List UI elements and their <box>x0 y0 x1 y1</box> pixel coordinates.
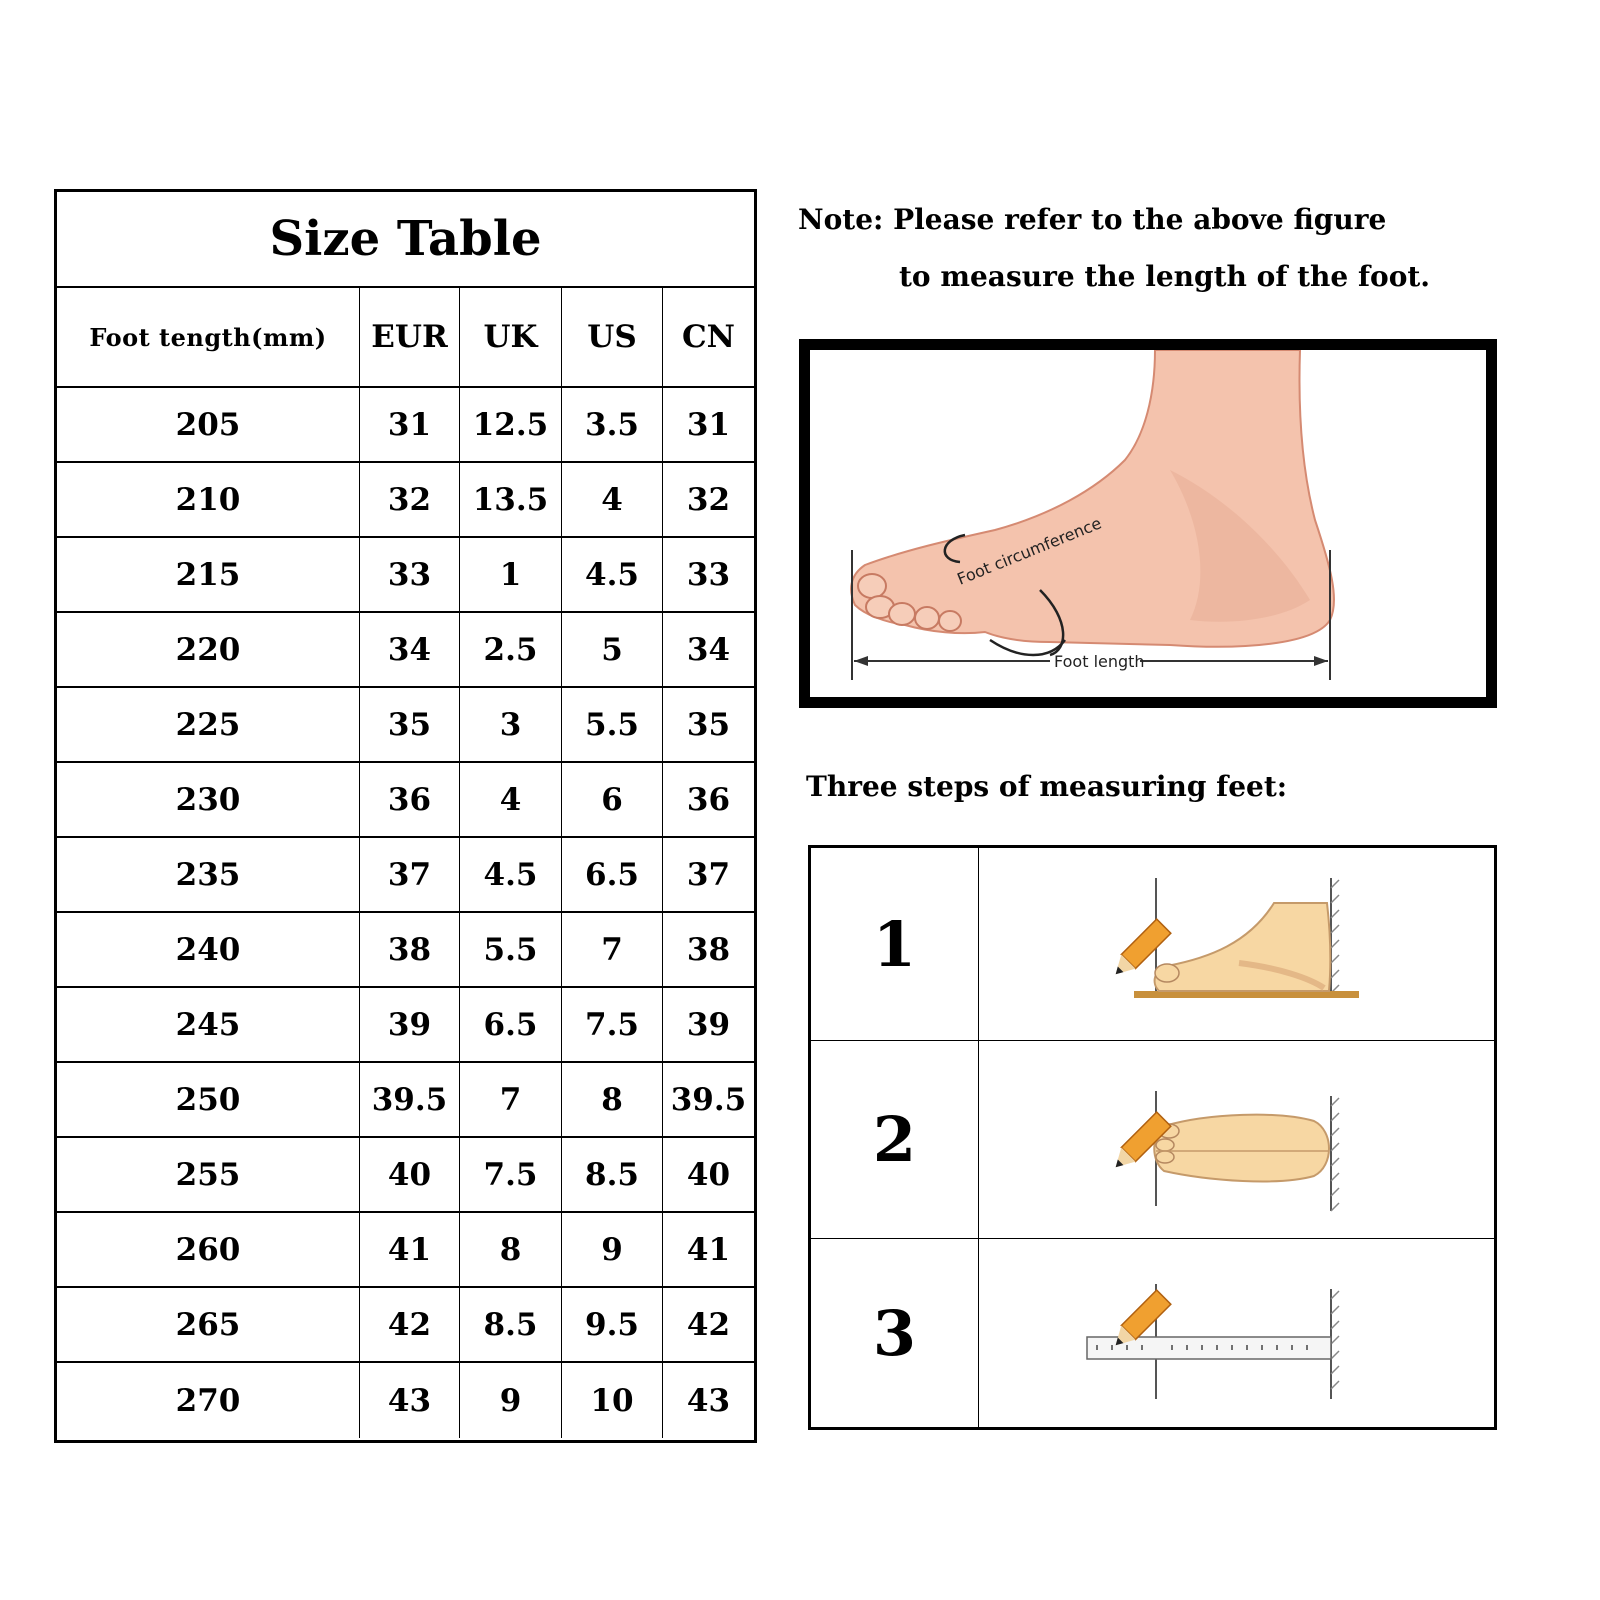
foot-measurement-figure <box>799 339 1497 708</box>
foot-circumference-label: Foot circumference <box>954 513 1105 589</box>
step-row-1 <box>811 848 1494 1041</box>
cell-foot-length: 255 <box>57 1138 360 1211</box>
cell-uk: 9 <box>460 1363 562 1438</box>
cell-cn: 32 <box>686 481 731 518</box>
cell-us: 6 <box>562 763 663 836</box>
foot-side-illustration <box>810 350 1486 697</box>
cell-us: 7 <box>562 913 663 986</box>
cell-us: 9.5 <box>562 1288 663 1361</box>
cell-cn: 31 <box>686 406 731 443</box>
cell-foot-length: 215 <box>57 538 360 611</box>
cell-cn: 38 <box>686 931 731 968</box>
table-row <box>57 1138 754 1213</box>
steps-heading: Three steps of measuring feet: <box>806 770 1288 803</box>
header-cn: CN <box>681 319 735 355</box>
cell-uk: 6.5 <box>460 988 562 1061</box>
foot-side-view-pencil-icon <box>979 848 1494 1040</box>
cell-eur: 42 <box>360 1288 460 1361</box>
cell-uk: 4.5 <box>460 838 562 911</box>
header-eur: EUR <box>360 288 460 386</box>
table-row <box>57 463 754 538</box>
cell-cn: 36 <box>686 781 731 818</box>
cell-cn: 39.5 <box>670 1081 747 1118</box>
table-header-row <box>57 288 754 388</box>
cell-foot-length: 225 <box>57 688 360 761</box>
steps-box <box>808 845 1497 1430</box>
cell-cn: 37 <box>686 856 731 893</box>
cell-uk: 1 <box>460 538 562 611</box>
cell-eur: 35 <box>360 688 460 761</box>
cell-eur: 36 <box>360 763 460 836</box>
cell-us: 8.5 <box>562 1138 663 1211</box>
cell-uk: 2.5 <box>460 613 562 686</box>
cell-eur: 41 <box>360 1213 460 1286</box>
cell-eur: 37 <box>360 838 460 911</box>
cell-eur: 31 <box>360 388 460 461</box>
table-grid <box>57 288 754 1440</box>
table-row <box>57 913 754 988</box>
cell-us: 5.5 <box>562 688 663 761</box>
cell-uk: 7.5 <box>460 1138 562 1211</box>
cell-foot-length: 235 <box>57 838 360 911</box>
cell-eur: 39.5 <box>360 1063 460 1136</box>
cell-uk: 8 <box>460 1213 562 1286</box>
cell-us: 6.5 <box>562 838 663 911</box>
cell-cn: 43 <box>686 1382 731 1419</box>
note-line-2: to measure the length of the foot. <box>899 260 1431 293</box>
cell-uk: 12.5 <box>460 388 562 461</box>
table-row <box>57 838 754 913</box>
header-foot-length: Foot tength(mm) <box>57 288 360 386</box>
cell-eur: 38 <box>360 913 460 986</box>
table-row <box>57 688 754 763</box>
cell-cn: 33 <box>686 556 731 593</box>
cell-cn: 35 <box>686 706 731 743</box>
cell-us: 4.5 <box>562 538 663 611</box>
cell-foot-length: 260 <box>57 1213 360 1286</box>
cell-eur: 33 <box>360 538 460 611</box>
cell-eur: 39 <box>360 988 460 1061</box>
table-row <box>57 1288 754 1363</box>
cell-cn: 34 <box>686 631 731 668</box>
cell-foot-length: 245 <box>57 988 360 1061</box>
table-row <box>57 1213 754 1288</box>
cell-us: 5 <box>562 613 663 686</box>
cell-foot-length: 270 <box>57 1363 360 1438</box>
step-number-2: 2 <box>811 1041 979 1238</box>
cell-us: 4 <box>562 463 663 536</box>
table-row <box>57 613 754 688</box>
cell-uk: 5.5 <box>460 913 562 986</box>
cell-cn: 42 <box>686 1306 731 1343</box>
note-line-1: Note: Please refer to the above figure <box>798 203 1387 236</box>
cell-uk: 8.5 <box>460 1288 562 1361</box>
cell-eur: 32 <box>360 463 460 536</box>
cell-eur: 40 <box>360 1138 460 1211</box>
step-number-3: 3 <box>811 1239 979 1427</box>
foot-length-label: Foot length <box>1054 652 1145 671</box>
table-row <box>57 1363 754 1438</box>
cell-us: 7.5 <box>562 988 663 1061</box>
cell-uk: 4 <box>460 763 562 836</box>
table-row <box>57 763 754 838</box>
cell-uk: 3 <box>460 688 562 761</box>
foot-top-view-pencil-icon <box>979 1041 1494 1238</box>
table-row <box>57 1063 754 1138</box>
cell-cn: 41 <box>686 1231 731 1268</box>
cell-us: 8 <box>562 1063 663 1136</box>
cell-foot-length: 265 <box>57 1288 360 1361</box>
cell-foot-length: 210 <box>57 463 360 536</box>
cell-foot-length: 220 <box>57 613 360 686</box>
table-title: Size Table <box>57 192 754 288</box>
step-number-1: 1 <box>811 848 979 1040</box>
cell-us: 9 <box>562 1213 663 1286</box>
cell-foot-length: 230 <box>57 763 360 836</box>
table-row <box>57 388 754 463</box>
step-row-3 <box>811 1239 1494 1427</box>
cell-us: 10 <box>562 1363 663 1438</box>
ruler-measure-icon <box>979 1239 1494 1427</box>
cell-cn: 40 <box>686 1156 731 1193</box>
cell-foot-length: 205 <box>57 388 360 461</box>
cell-uk: 13.5 <box>460 463 562 536</box>
header-us: US <box>562 288 663 386</box>
size-table <box>54 189 757 1443</box>
table-row <box>57 538 754 613</box>
step-row-2 <box>811 1041 1494 1239</box>
cell-eur: 34 <box>360 613 460 686</box>
cell-us: 3.5 <box>562 388 663 461</box>
header-uk: UK <box>460 288 562 386</box>
cell-foot-length: 240 <box>57 913 360 986</box>
table-row <box>57 988 754 1063</box>
cell-foot-length: 250 <box>57 1063 360 1136</box>
cell-eur: 43 <box>360 1363 460 1438</box>
cell-cn: 39 <box>686 1006 731 1043</box>
cell-uk: 7 <box>460 1063 562 1136</box>
